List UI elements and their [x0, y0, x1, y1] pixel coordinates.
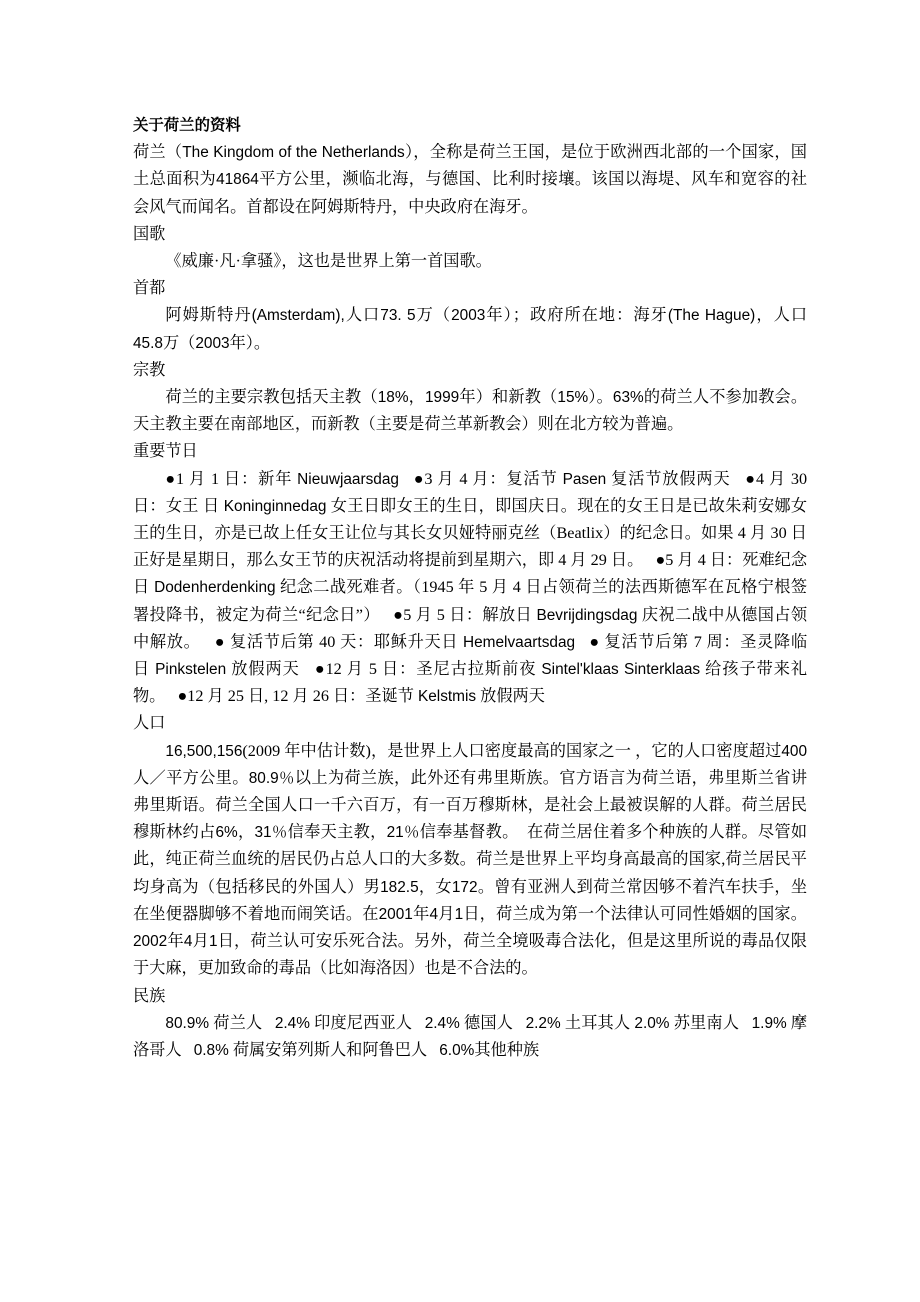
bullet-icon: ● — [165, 469, 177, 488]
capital-city-cn: 阿姆斯特丹 — [165, 306, 252, 325]
holiday-name-nl: Dodenherdenking — [154, 579, 276, 597]
catholic-year: 1999 — [425, 389, 460, 407]
capital-text — [133, 302, 807, 356]
holiday-note: 放假两天 — [231, 660, 300, 679]
religion-mid: 年）和新教（ — [459, 388, 558, 407]
intro-body-1: ），全称是荷兰王国，是位于欧洲西北部的一个国家，国土总面积为 — [133, 143, 807, 189]
hague-pop-value: 45.8 — [133, 334, 163, 352]
ethnic-name: 土耳其人 — [564, 1013, 631, 1032]
catholic-percent: 18% — [377, 389, 409, 407]
holiday-date: 5 月 4 日： — [665, 551, 743, 570]
holiday-date: 1 月 1 日： — [176, 469, 259, 488]
day-1b: 1 — [208, 933, 218, 951]
population-count-note: (2009 年中估计数) — [242, 741, 371, 760]
population-text-6: 信奉基督教。 在荷兰居住着多个种族的人群。尽管如此，纯正荷兰血统的居民仍占总人口的大多数。荷兰是世界上平均身高最高的国家,荷兰居民平均身高为（包括移民的外国人）男 — [133, 823, 808, 896]
population-text-10: 月 — [438, 904, 455, 923]
population-count: 16,500,156 — [165, 742, 243, 760]
ethnic-group-item — [439, 1041, 539, 1059]
document-body — [133, 112, 807, 1064]
holiday-item — [215, 633, 575, 651]
ethnic-percent: 6.0% — [439, 1041, 475, 1059]
bullet-icon: ● — [314, 660, 326, 679]
bullet-icon: ● — [177, 687, 188, 706]
holiday-item — [165, 470, 399, 488]
ethnic-name: 荷属安第列斯人和阿鲁巴人 — [232, 1040, 428, 1059]
protestant-percent: 15% — [557, 389, 589, 407]
section-label-ethnicity: 民族 — [133, 986, 166, 1005]
holiday-name-nl: Kelstmis — [417, 688, 477, 706]
ethnic-name: 摩洛哥人 — [133, 1013, 808, 1059]
section-label-religion: 宗教 — [133, 360, 166, 379]
religion-lead: 荷兰的主要宗教包括天主教（ — [165, 388, 378, 407]
section-label-anthem: 国歌 — [133, 224, 166, 243]
holiday-note: 复活节放假两天 — [611, 469, 731, 488]
christian-share-percent: 21％ — [386, 824, 420, 842]
holiday-name-cn: 新年 — [258, 469, 293, 488]
population-text — [133, 738, 807, 983]
holiday-name-nl: Nieuwjaarsdag — [297, 470, 399, 488]
holiday-name-cn: 女王 日 — [165, 496, 220, 515]
capital-pop-label: 人口 — [344, 306, 381, 325]
bullet-icon: ● — [655, 551, 666, 570]
year-2002: 2002 — [133, 933, 168, 951]
ethnic-name: 荷兰人 — [213, 1013, 263, 1032]
ethnic-name: 德国人 — [463, 1013, 513, 1032]
holiday-note: 给孩子带来礼物。 — [133, 660, 808, 706]
muslim-percent: 6% — [215, 824, 238, 842]
seat-of-government-label: 年）；政府所在地：海牙 — [485, 306, 668, 325]
holidays-list — [133, 466, 807, 711]
religion-text — [133, 384, 807, 438]
population-text-4: ， — [237, 823, 255, 842]
holiday-date: 复活节后第 7 周： — [604, 632, 741, 651]
population-text-5: 信奉天主教， — [287, 823, 387, 842]
holiday-name-nl: Hemelvaartsdag — [463, 633, 576, 651]
religion-sep-2: ）。 — [588, 388, 613, 407]
holiday-name-cn: 圣灵降临日 — [133, 632, 808, 679]
holiday-name-nl: Bevrijdingsdag — [536, 606, 638, 624]
ethnic-percent: 2.2% — [525, 1014, 561, 1032]
section-label-population: 人口 — [133, 714, 166, 733]
month-4a: 4 — [429, 905, 438, 923]
ethnic-group-item — [194, 1041, 427, 1059]
holiday-date: 12 月 5 日： — [325, 660, 417, 679]
population-text-7: ，女 — [418, 877, 452, 896]
population-text-13: 月 — [192, 932, 209, 951]
ethnic-percent: 2.0% — [634, 1014, 670, 1032]
holiday-name-nl: Sintel'klaas Sinterklaas — [541, 661, 701, 679]
holiday-name-cn: 圣诞节 — [365, 687, 414, 706]
holiday-item — [414, 470, 731, 488]
population-text-3: 以上为荷兰族，此外还有弗里斯族。官方语言为荷兰语，弗里斯兰省讲弗里斯语。荷兰全国人口一千六百万，有一百万穆斯林，是社会上最被误解的人群。荷兰居民穆斯林约占 — [133, 768, 808, 842]
population-text-9: 年 — [412, 904, 430, 923]
religion-sep-1: ， — [408, 388, 425, 407]
ethnic-name: 苏里南人 — [673, 1013, 740, 1032]
ethnic-group-item — [165, 1014, 262, 1032]
holiday-date: 复活节后第 40 天： — [230, 632, 374, 651]
hague-latin: (The Hague) — [667, 307, 756, 325]
holiday-name-nl: Pasen — [562, 470, 607, 488]
population-text-11: 日，荷兰成为第一个法律认可同性婚姻的国家。 — [463, 904, 807, 923]
bullet-icon: ● — [413, 469, 425, 488]
capital-city-latin: (Amsterdam), — [251, 307, 345, 325]
bullet-icon: ● — [393, 605, 404, 624]
intro-paragraph — [133, 139, 807, 221]
country-latin-name: The Kingdom of the Netherlands — [182, 144, 405, 162]
bullet-icon: ● — [589, 632, 600, 651]
capital-pop-year: 2003 — [451, 307, 486, 325]
page-title: 关于荷兰的资料 — [133, 117, 241, 134]
area-value: 41864 — [216, 171, 259, 189]
anthem-text: 《威廉·凡·拿骚》，这也是世界上第一首国歌。 — [165, 252, 492, 271]
ethnic-group-item — [634, 1014, 739, 1032]
year-2001: 2001 — [378, 905, 413, 923]
holiday-name-nl: Koninginnedag — [223, 497, 327, 515]
hague-pop-suffix: 年）。 — [229, 333, 271, 352]
intro-prefix: 荷兰（ — [133, 143, 183, 162]
ethnic-group-item — [425, 1014, 513, 1032]
population-density-value: 400 — [781, 742, 808, 760]
religion-tail: 的荷兰人不参加教会。天主教主要在南部地区，而新教（主要是荷兰革新教会）则在北方较为普遍。 — [133, 388, 808, 434]
population-text-2: 人／平方公里。 — [133, 768, 249, 787]
day-1a: 1 — [454, 905, 464, 923]
holiday-name-cn: 圣尼古拉斯前夜 — [416, 660, 537, 679]
month-4b: 4 — [183, 933, 193, 951]
population-text-8: 。曾有亚洲人到荷兰常因够不着汽车扶手，坐在坐便器脚够不着地而闹笑话。在 — [133, 877, 808, 923]
ethnicity-list — [133, 1010, 807, 1064]
unchurched-percent: 63% — [612, 389, 644, 407]
bullet-icon: ● — [214, 632, 226, 651]
ethnic-name: 其他种族 — [474, 1040, 540, 1059]
hague-pop-year: 2003 — [195, 334, 230, 352]
avg-height-male: 182.5 — [380, 878, 419, 896]
ethnic-percent: 1.9% — [751, 1014, 787, 1032]
ethnic-percent: 80.9% — [165, 1014, 210, 1032]
capital-pop-unit: 万（ — [415, 306, 452, 325]
population-text-12: 年 — [167, 932, 184, 951]
holiday-name-cn: 解放日 — [482, 605, 533, 624]
population-text-14: 日，荷兰认可安乐死合法。另外，荷兰全境吸毒合法化，但是这里所说的毒品仅限于大麻，更加致命的毒品（比如海洛因）也是不合法的。 — [133, 932, 807, 978]
ethnic-percent: 0.8% — [193, 1041, 229, 1059]
holiday-name-cn: 复活节 — [506, 469, 558, 488]
ethnic-percent: 2.4% — [274, 1014, 310, 1032]
catholic-share-percent: 31％ — [254, 824, 288, 842]
holiday-name-nl: Pinkstelen — [155, 661, 227, 679]
dutch-ethnic-percent: 80.9％ — [248, 769, 295, 787]
population-text-1: ，是世界上人口密度最高的国家之一 ，它的人口密度超过 — [370, 741, 782, 760]
holiday-note: 女王日即女王的生日，即国庆日。现在的女王日是已故朱莉安娜女王的生日，亦是已故上任女王让位与其长女贝娅特丽克丝（Beatlix）的纪念日。如果 4 月 30 日正好是星期日，那么女王节的庆祝活动将提前到星期六，即 4 月 29 日。 — [133, 496, 808, 570]
holiday-note: 庆祝二战中从德国占领中解放。 — [133, 605, 808, 651]
ethnic-percent: 2.4% — [424, 1014, 460, 1032]
section-label-holidays: 重要节日 — [133, 442, 198, 461]
holiday-date: 12 月 25 日, 12 月 26 日： — [187, 687, 366, 706]
bullet-icon: ● — [745, 469, 756, 488]
intro-body-2: 平方公里，濒临北海，与德国、比利时接壤。该国以海堤、风车和宽容的社会风气而闻名。首都设在阿姆斯特丹，中央政府在海牙。 — [133, 170, 808, 216]
hague-pop-label: ，人口 — [755, 306, 808, 325]
holiday-date: 5 月 5 日： — [403, 605, 483, 624]
holiday-note: 纪念二战死难者。（1945 年 5 月 4 日占领荷兰的法西斯德军在瓦格宁根签署投降书，被定为荷兰“纪念日”） — [133, 578, 808, 624]
ethnic-group-item — [275, 1014, 412, 1032]
avg-height-female: 172 — [451, 878, 478, 896]
section-label-capital: 首都 — [133, 279, 166, 298]
holiday-date: 4 月 30 日： — [133, 469, 808, 515]
holiday-item — [178, 687, 545, 705]
ethnic-name: 印度尼西亚人 — [314, 1013, 413, 1032]
holiday-name-cn: 死难纪念日 — [133, 551, 808, 597]
hague-pop-unit: 万（ — [162, 333, 196, 352]
holiday-name-cn: 耶稣升天日 — [373, 632, 459, 651]
ethnic-group-item — [526, 1014, 631, 1032]
holiday-date: 3 月 4 月： — [424, 469, 507, 488]
capital-pop-value: 73. 5 — [380, 307, 416, 325]
holiday-note: 放假两天 — [480, 687, 545, 706]
